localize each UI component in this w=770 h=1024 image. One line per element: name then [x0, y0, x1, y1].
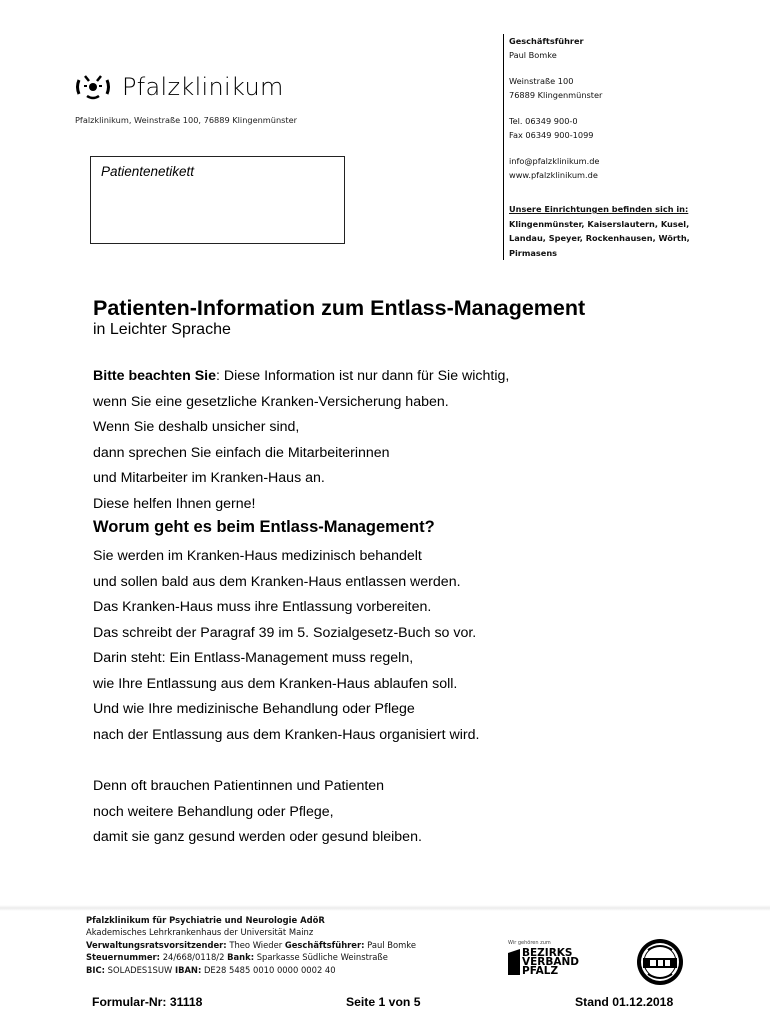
footer-board-label: Verwaltungsratsvorsitzender:: [86, 939, 227, 950]
letterhead-divider: [503, 34, 504, 260]
closing-paragraph: [93, 774, 422, 851]
document-date: Stand 01.12.2018: [575, 995, 674, 1009]
closing-line: noch weitere Behandlung oder Pflege,: [93, 803, 334, 820]
member-caption: Wir gehören zum: [508, 940, 551, 946]
footer-academic: Akademisches Lehrkrankenhaus der Universität Mainz: [86, 927, 314, 938]
phone-number: Tel. 06349 900-0: [509, 116, 578, 126]
member-line-2: VERBAND: [522, 956, 580, 968]
footer-tax-label: Steuernummer:: [86, 952, 161, 963]
logo-wordmark: Pfalzklinikum: [122, 73, 284, 101]
section-line: Darin steht: Ein Entlass-Management muss regeln,: [93, 650, 414, 666]
intro-line: Diese helfen Ihnen gerne!: [93, 495, 256, 512]
email-address[interactable]: info@pfalzklinikum.de: [509, 156, 600, 166]
facilities-block: [509, 202, 690, 260]
member-line-1: BEZIRKS: [522, 947, 573, 959]
facilities-heading: Unsere Einrichtungen befinden sich in:: [509, 204, 689, 214]
patient-label-box: [90, 156, 345, 244]
document-subtitle: in Leichter Sprache: [93, 321, 231, 338]
footer-gf-label: Geschäftsführer:: [284, 939, 365, 950]
footer-gf-name: Paul Bomke: [367, 939, 416, 950]
footer-legal-block: [86, 914, 416, 976]
intro-line: dann sprechen Sie einfach die Mitarbeiterinnen: [93, 444, 390, 461]
address-city: 76889 Klingenmünster: [509, 89, 603, 100]
footer-bic-label: BIC:: [86, 964, 105, 975]
address-street: Weinstraße 100: [509, 76, 574, 86]
phone-block: [509, 115, 594, 142]
footer-tax-value: 24/668/0118/2: [162, 952, 225, 963]
intro-line: und Mitarbeiter im Kranken-Haus an.: [93, 470, 325, 486]
section-line: nach der Entlassung aus dem Kranken-Haus organisiert wird.: [93, 726, 480, 743]
section-line: Das schreibt der Paragraf 39 im 5. Sozialgesetz-Buch so vor.: [93, 624, 477, 641]
member-line-3: PFALZ: [522, 965, 559, 977]
footer-iban-label: IBAN:: [174, 964, 202, 975]
footer-board-name: Theo Wieder: [229, 939, 283, 950]
bezirksverband-mark-icon: [508, 949, 520, 975]
facilities-line-1: Klingenmünster, Kaiserslautern, Kusel,: [509, 218, 690, 229]
website[interactable]: www.pfalzklinikum.de: [509, 169, 598, 180]
management-block: [509, 35, 584, 62]
page-indicator: Seite 1 von 5: [346, 995, 421, 1009]
footer-bic-value: SOLADES1SUW: [107, 964, 173, 975]
facilities-line-2: Landau, Speyer, Rockenhausen, Wörth,: [509, 233, 690, 244]
section-line: wie Ihre Entlassung aus dem Kranken-Haus ablaufen soll.: [93, 675, 458, 692]
closing-line: Denn oft brauchen Patientinnen und Patienten: [93, 778, 385, 794]
management-heading: Geschäftsführer: [509, 36, 584, 46]
pfalzklinikum-logo-icon: [76, 72, 110, 102]
form-number: Formular-Nr: 31118: [92, 995, 203, 1009]
section-heading: Worum geht es beim Entlass-Management?: [93, 518, 435, 536]
fax-number: Fax 06349 900-1099: [509, 129, 594, 140]
intro-line: Wenn Sie deshalb unsicher sind,: [93, 419, 300, 435]
document-title: Patienten-Information zum Entlass-Management: [93, 296, 586, 320]
section-line: und sollen bald aus dem Kranken-Haus entlassen werden.: [93, 573, 461, 590]
section-paragraph: [93, 544, 479, 748]
patient-label-caption: Patientenetikett: [101, 164, 195, 179]
footer-bank-value: Sparkasse Südliche Weinstraße: [256, 952, 388, 963]
footer-bank-label: Bank:: [227, 952, 255, 963]
contact-block: [509, 155, 599, 182]
intro-bold: Bitte beachten Sie: [93, 368, 216, 384]
certification-seal-icon: [636, 938, 684, 986]
intro-line: : Diese Information ist nur dann für Sie wichtig,: [216, 368, 510, 384]
sender-line: Pfalzklinikum, Weinstraße 100, 76889 Klingenmünster: [75, 115, 298, 125]
management-name: Paul Bomke: [509, 49, 557, 60]
address-block: [509, 75, 602, 102]
closing-line: damit sie ganz gesund werden oder gesund bleiben.: [93, 829, 422, 845]
bezirksverband-logo: [508, 940, 598, 985]
pfalzklinikum-logo: [76, 72, 284, 102]
intro-line: wenn Sie eine gesetzliche Kranken-Versicherung haben.: [93, 393, 449, 410]
section-line: Und wie Ihre medizinische Behandlung oder Pflege: [93, 701, 415, 717]
footer-org: Pfalzklinikum für Psychiatrie und Neurologie AdöR: [86, 915, 325, 925]
intro-paragraph: [93, 364, 509, 517]
footer-divider: [0, 905, 770, 911]
section-line: Sie werden im Kranken-Haus medizinisch behandelt: [93, 548, 422, 564]
facilities-line-3: Pirmasens: [509, 247, 558, 258]
footer-iban-value: DE28 5485 0010 0000 0002 40: [203, 964, 336, 975]
section-line: Das Kranken-Haus muss ihre Entlassung vorbereiten.: [93, 599, 432, 615]
